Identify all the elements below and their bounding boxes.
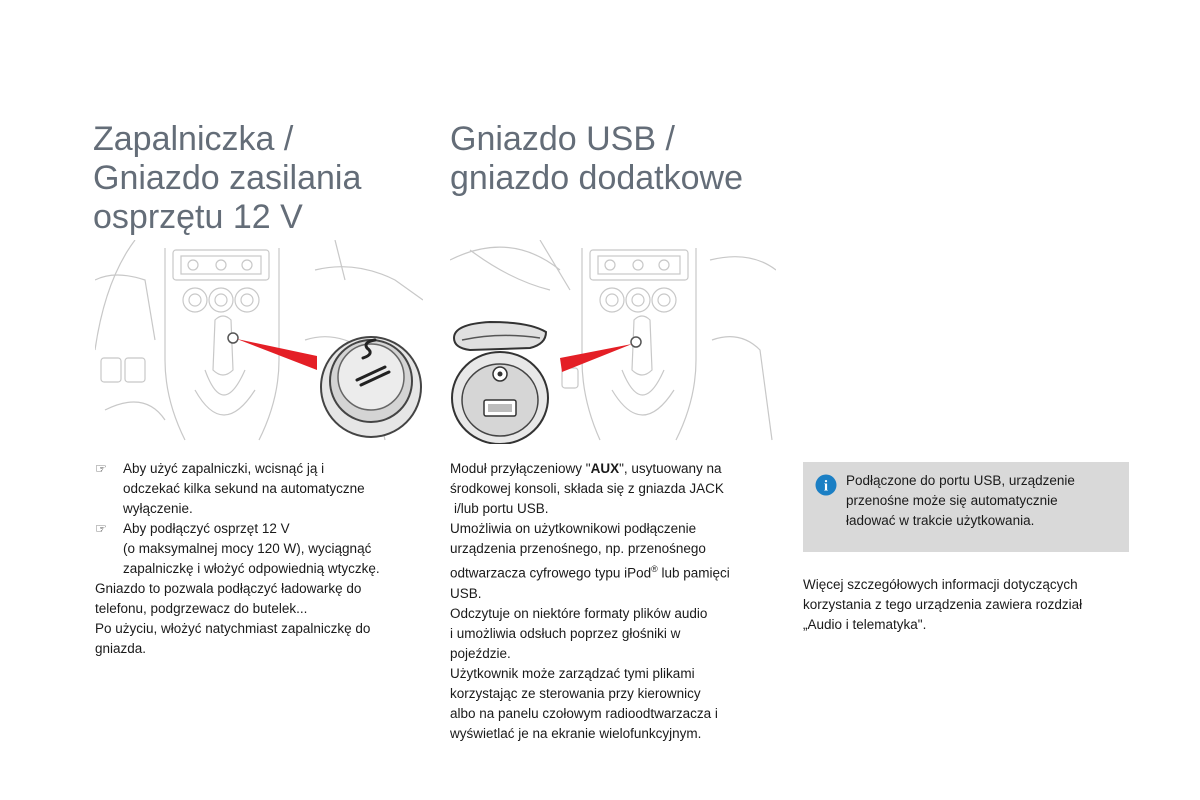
text-line: Umożliwia on użytkownikowi podłączenie [450,521,697,536]
text-line: odczekać kilka sekund na automatyczne [123,481,365,496]
text-line: telefonu, podgrzewacz do butelek... [95,601,308,616]
text-run: lub pamięci [657,565,730,581]
info-icon [815,474,837,496]
lighter-console-illustration [95,240,423,444]
registered-mark: ® [651,564,658,574]
text-run: ", usytuowany na [619,461,722,476]
usb-aux-description [450,459,780,744]
text-line: Użytkownik może zarządzać tymi plikami [450,665,695,681]
text-line: wyłączenie. [123,501,193,516]
lighter-section-title [93,120,361,237]
text-line: „Audio i telematyka". [803,617,927,632]
info-note-text [846,471,1126,531]
text-line: Aby podłączyć osprzęt 12 V [123,521,290,536]
hand-pointer-icon: ☞ [95,461,108,476]
aux-label: AUX [590,461,620,476]
text-line [450,459,780,479]
text-line: wyświetlać je na ekranie wielofunkcyjnym. [450,725,702,741]
title-line: Gniazdo USB / [450,120,675,158]
text-line: Po użyciu, włożyć natychmiast zapalniczkę do [95,621,371,636]
text-line: gniazda. [95,641,147,656]
text-line: i/lub portu USB. [454,501,549,516]
text-run: Moduł przyłączeniowy " [450,461,591,476]
lighter-instructions [95,459,425,659]
paragraph [95,579,425,659]
text-line: i umożliwia odsłuch poprzez głośniki w [450,625,681,641]
text-line: zapalniczkę i włożyć odpowiednią wtyczkę. [123,561,380,576]
text-line: Aby użyć zapalniczki, wcisnąć ją i [123,461,325,476]
text-line: korzystania z tego urządzenia zawiera rozdział [803,597,1083,612]
info-note-box [803,462,1129,552]
text-line: urządzenia przenośnego, np. przenośnego [450,541,706,556]
text-line: korzystając ze sterowania przy kierownicy [450,685,701,701]
info-icon-glyph: i [823,478,829,495]
title-line: Gniazdo zasilania [93,159,362,197]
text-line: USB. [450,585,482,601]
title-line: gniazdo dodatkowe [450,159,744,197]
text-line: (o maksymalnej mocy 120 W), wyciągnąć [123,541,372,556]
text-line: Gniazdo to pozwala podłączyć ładowarkę do [95,581,362,596]
usb-section-title [450,120,743,198]
list-item [95,459,425,519]
usb-aux-console-illustration [450,240,776,444]
text-line [450,559,780,584]
list-item [95,519,425,579]
title-line: Zapalniczka / [93,120,294,158]
text-line: Więcej szczegółowych informacji dotyczących [803,577,1078,592]
title-line: osprzętu 12 V [93,198,303,236]
text-run: odtwarzacza cyfrowego typu iPod [450,565,652,581]
hand-pointer-icon: ☞ [95,521,108,536]
text-line: środkowej konsoli, składa się z gniazda JACK [450,481,724,496]
text-line: Odczytuje on niektóre formaty plików audio [450,605,708,621]
text-line: pojeździe. [450,645,511,661]
text-line: Podłączone do portu USB, urządzenie [846,473,1075,488]
text-line: przenośne może się automatycznie [846,493,1058,508]
text-line: albo na panelu czołowym radioodtwarzacza i [450,705,718,721]
more-info-paragraph [803,575,1133,635]
text-line: ładować w trakcie użytkowania. [846,513,1035,528]
